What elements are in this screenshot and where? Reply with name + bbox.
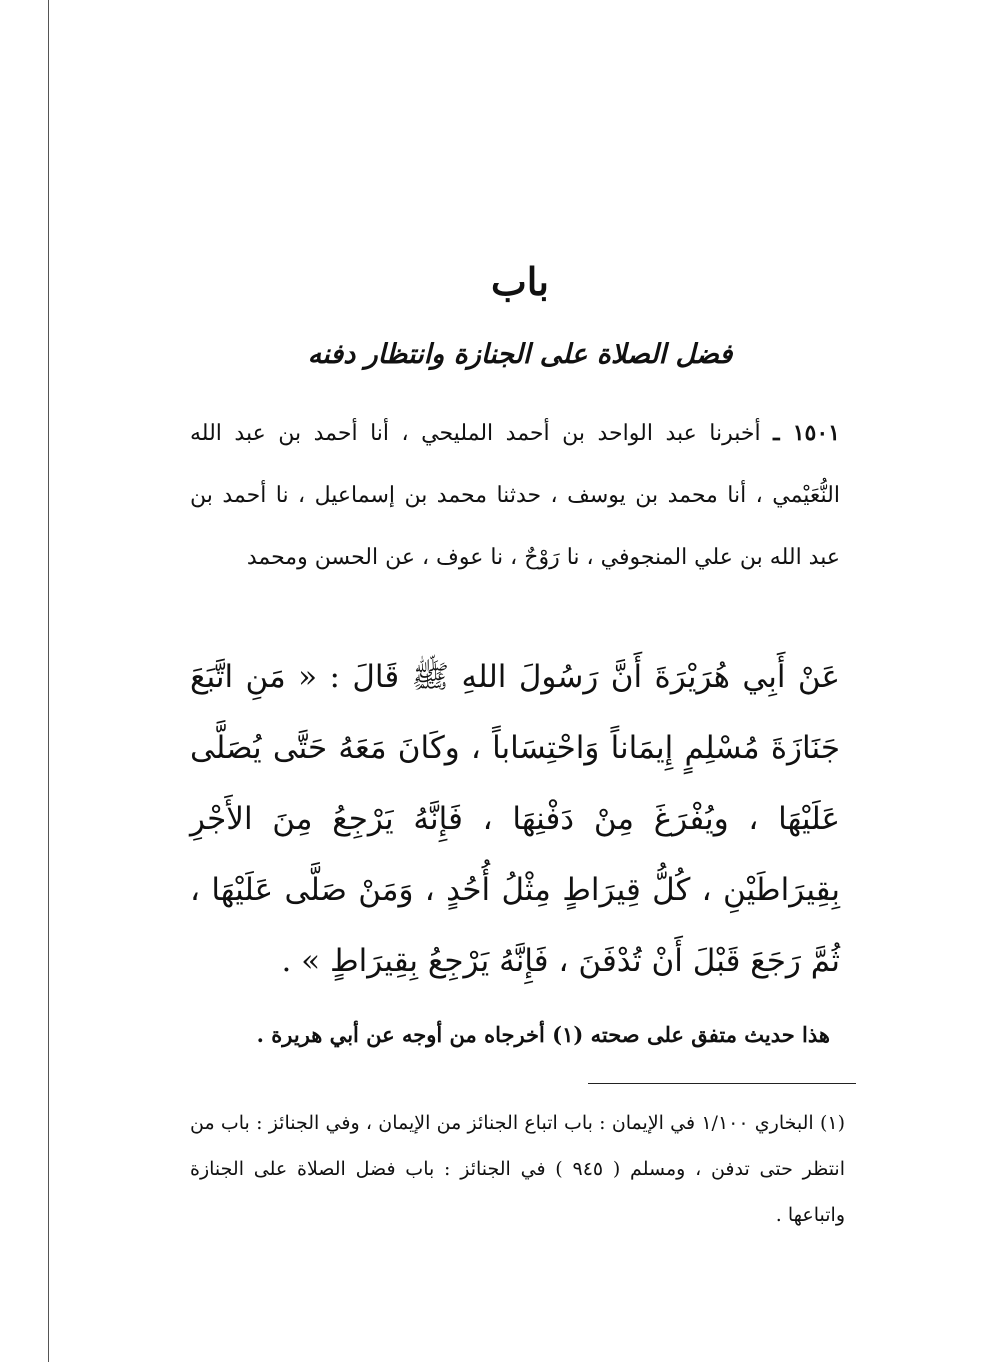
footnote: (١) البخاري ١/١٠٠ في الإيمان : باب اتباع الجنائز من الإيمان ، وفي الجنائز : باب من انتظر حتى تدفن ، ومسلم ( ٩٤٥ ) في الجنائز : باب فضل الصلاة على الجنازة واتباعها . xyxy=(190,1112,845,1226)
book-page xyxy=(190,0,850,1362)
page-binding-line xyxy=(48,0,49,1362)
footnote-divider xyxy=(588,1083,856,1084)
hadith-matn: عَنْ أَبِي هُرَيْرَةَ أَنَّ رَسُولَ اللهِ ﷺ قَالَ : « مَنِ اتَّبَعَ جَنَازَةَ مُسْلِمٍ إِيمَاناً وَاحْتِسَاباً ، وكَانَ مَعَهُ حَتَّى يُصَلَّى عَلَيْهَا ، ويُفْرَغَ مِنْ دَفْنِهَا ، فَإِنَّهُ يَرْجِعُ مِنَ الأَجْرِ بِقِيرَاطَيْنِ ، كُلُّ قِيرَاطٍ مِثْلُ أُحُدٍ ، وَمَنْ صَلَّى عَلَيْهَا ، ثُمَّ رَجَعَ قَبْلَ أَنْ تُدْفَنَ ، فَإِنَّهُ يَرْجِعُ بِقِيرَاطٍ » . xyxy=(190,659,840,979)
chapter-heading: باب xyxy=(491,259,549,304)
hadith-number: ١٥٠١ ـ xyxy=(773,420,840,446)
isnad-text: أخبرنا عبد الواحد بن أحمد المليحي ، أنا أحمد بن عبد الله النُّعَيْمي ، أنا محمد بن يوسف ، حدثنا محمد بن إسماعيل ، نا أحمد بن عبد الله بن علي المنجوفي ، نا رَوْحٌ ، نا عوف ، عن الحسن ومحمد xyxy=(190,421,840,570)
takhrij-note: هذا حديث متفق على صحته (١) أخرجاه من أوجه عن أبي هريرة . xyxy=(256,1022,830,1047)
section-title: فضل الصلاة على الجنازة وانتظار دفنه xyxy=(307,339,733,370)
hadith-isnad xyxy=(190,402,840,589)
